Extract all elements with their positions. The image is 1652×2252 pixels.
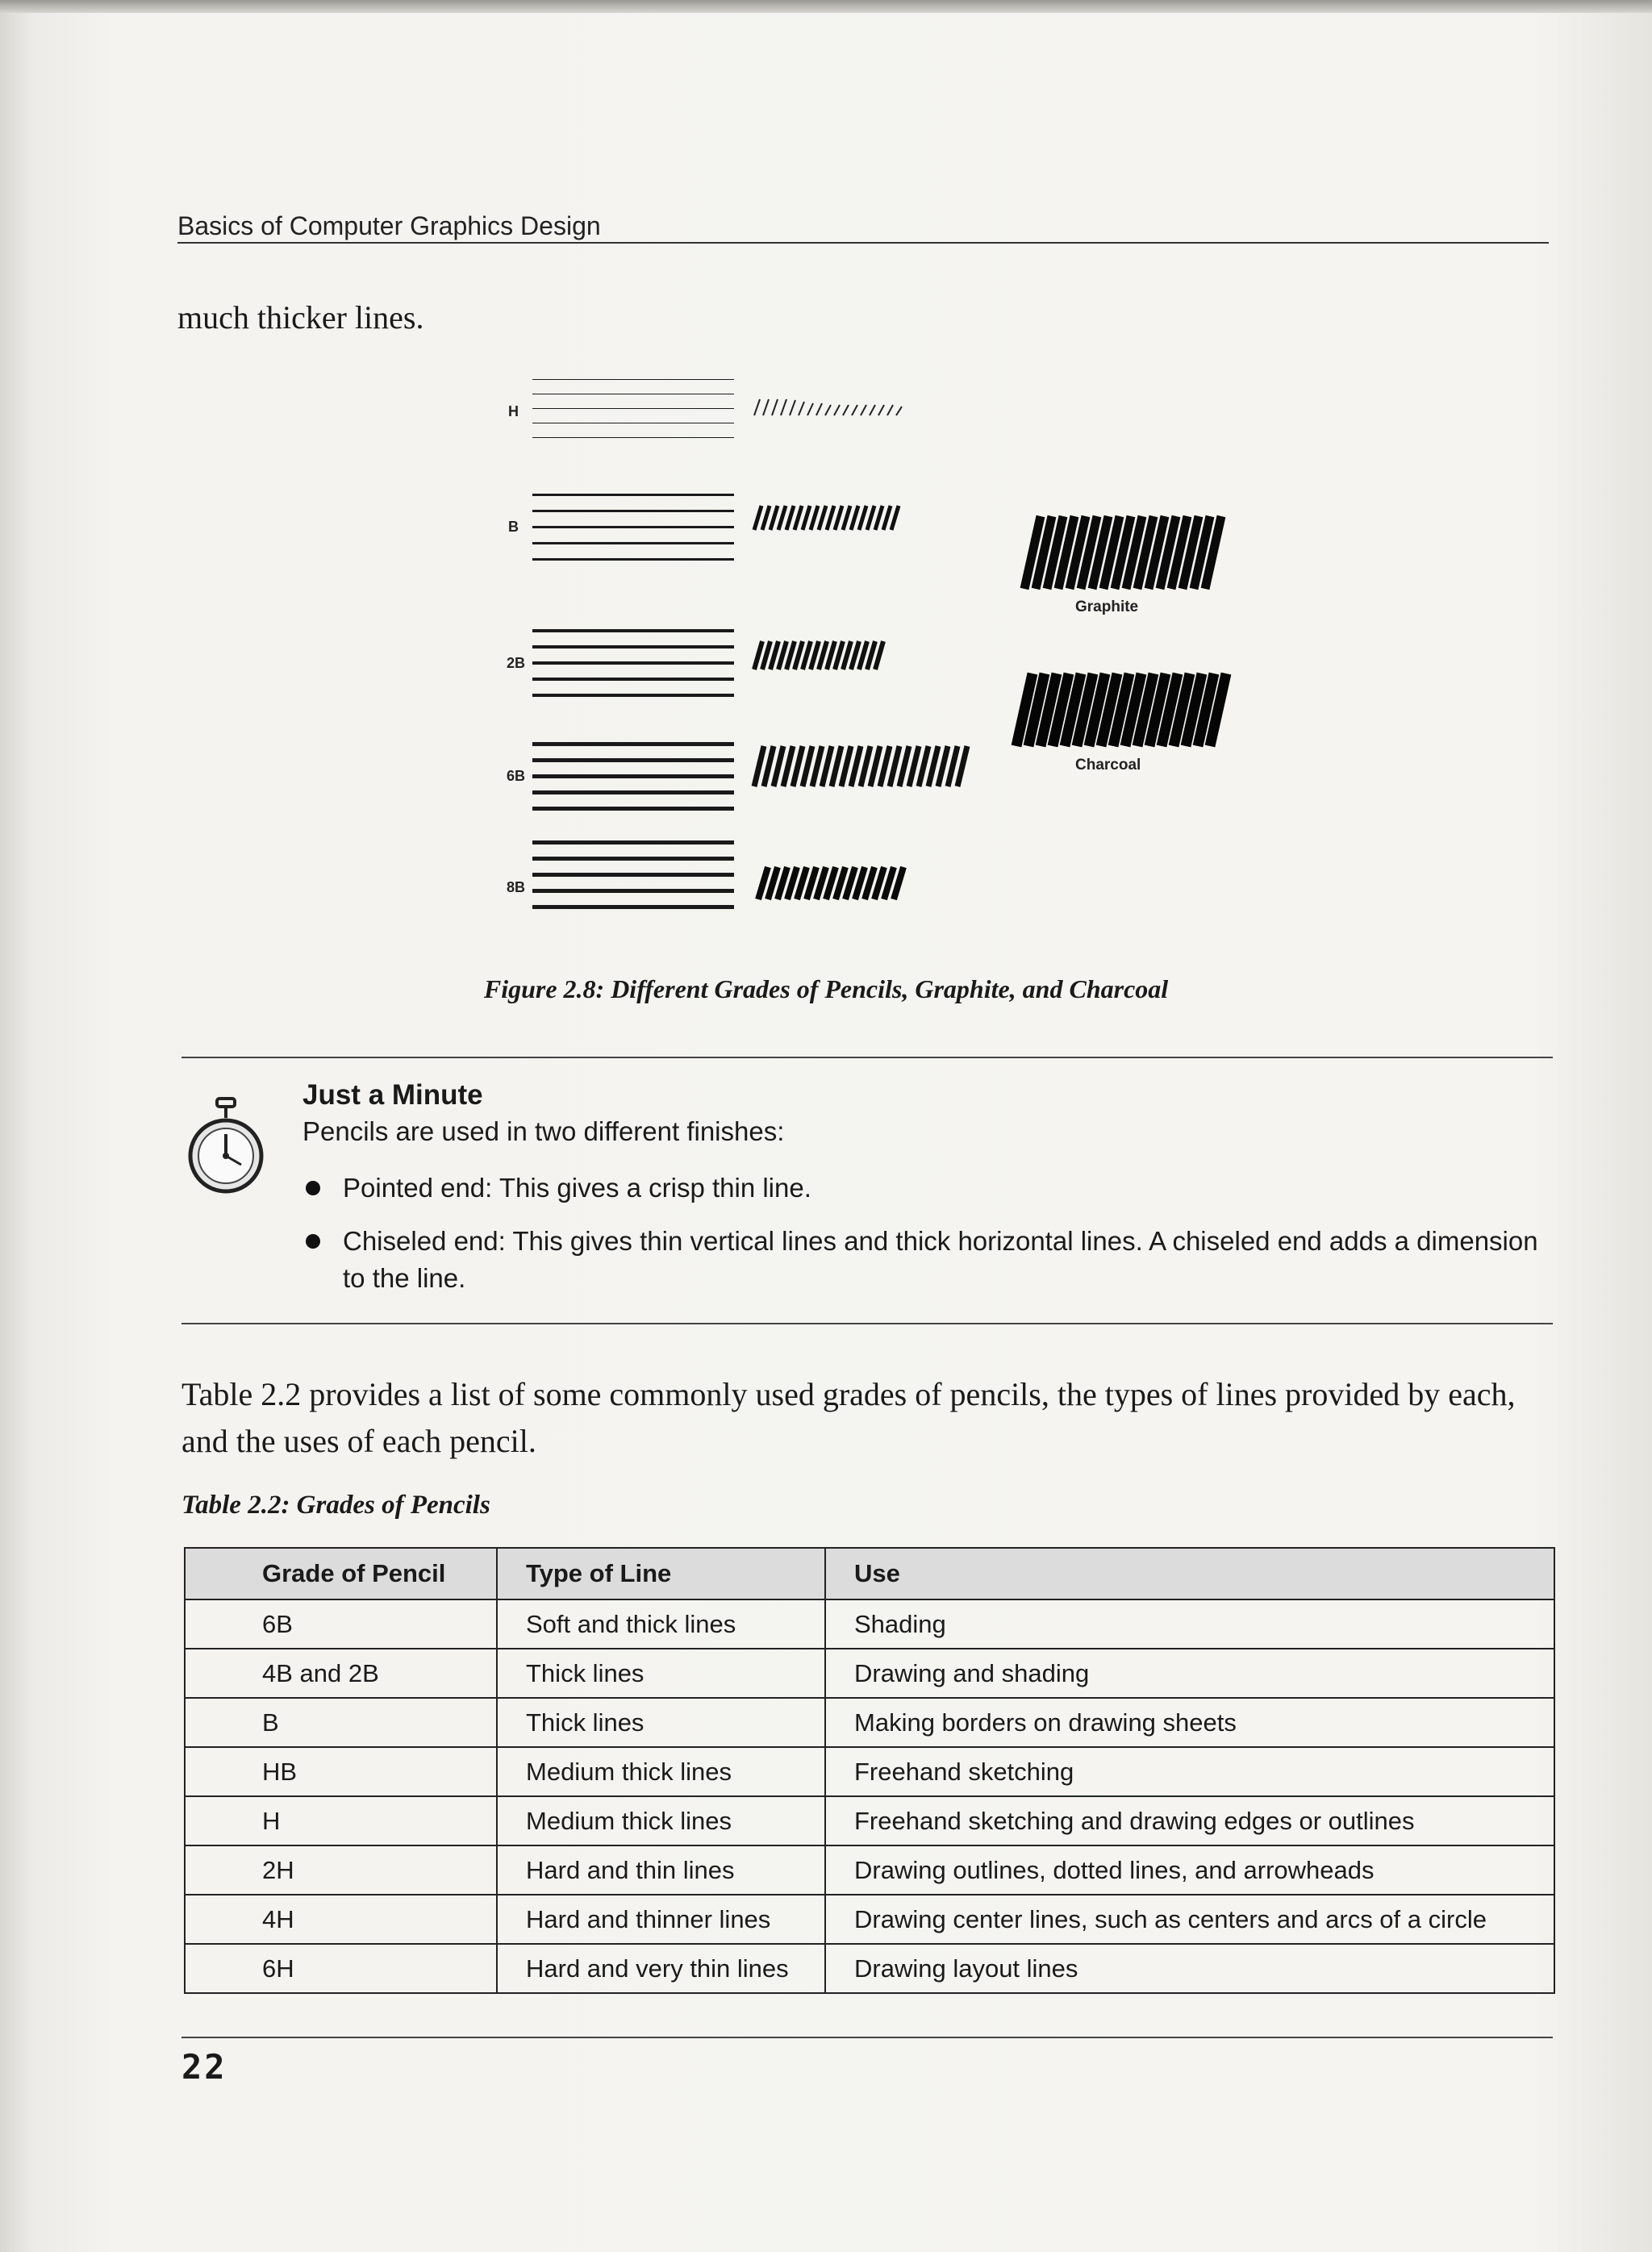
cell-grade: B	[185, 1698, 497, 1747]
just-a-minute-title: Just a Minute	[302, 1079, 483, 1111]
page-number: 22	[181, 2047, 227, 2087]
table-row	[185, 1747, 1554, 1796]
cell-type: Hard and very thin lines	[497, 1944, 825, 1993]
figure-pencil-grades	[484, 363, 1291, 928]
table-header-row	[185, 1548, 1554, 1599]
grade-label-b: B	[508, 519, 519, 535]
hatch-sample-6b	[750, 742, 984, 790]
column-header-type: Type of Line	[497, 1548, 825, 1599]
hatch-sample-h	[750, 395, 912, 419]
running-header: Basics of Computer Graphics Design	[177, 211, 601, 240]
hatch-sample-b	[750, 502, 912, 534]
table-row	[185, 1796, 1554, 1845]
grade-label-2b: 2B	[507, 655, 526, 671]
grade-label-h: H	[508, 403, 519, 419]
list-item: Pointed end: This gives a crisp thin line.	[302, 1170, 1553, 1207]
cell-use: Freehand sketching and drawing edges or outlines	[825, 1796, 1554, 1845]
grade-label-8b: 8B	[507, 879, 526, 895]
cell-use: Making borders on drawing sheets	[825, 1698, 1554, 1747]
cell-type: Medium thick lines	[497, 1747, 825, 1796]
column-header-grade: Grade of Pencil	[185, 1548, 497, 1599]
separator-rule-top	[181, 1057, 1553, 1058]
figure-caption: Figure 2.8: Different Grades of Pencils, Graphite, and Charcoal	[483, 974, 1169, 1003]
cell-use: Drawing layout lines	[825, 1944, 1554, 1993]
cell-type: Soft and thick lines	[497, 1599, 825, 1649]
lead-text: much thicker lines.	[177, 299, 424, 336]
body-paragraph: Table 2.2 provides a list of some commonly used grades of pencils, the types of lines provided by each, and the uses of each pencil.	[181, 1376, 1516, 1459]
finish-list	[302, 1170, 1553, 1313]
cell-use: Drawing and shading	[825, 1649, 1554, 1698]
column-header-use: Use	[825, 1548, 1554, 1599]
table-row	[185, 1599, 1554, 1649]
stopwatch-icon	[181, 1095, 270, 1200]
charcoal-label: Charcoal	[1075, 757, 1141, 774]
cell-grade: HB	[185, 1747, 497, 1796]
cell-type: Thick lines	[497, 1698, 825, 1747]
cell-use: Drawing center lines, such as centers and arcs of a circle	[825, 1895, 1554, 1944]
graphite-label: Graphite	[1075, 598, 1139, 615]
charcoal-sample	[1008, 665, 1234, 754]
cell-type: Thick lines	[497, 1649, 825, 1698]
hatch-sample-2b	[750, 637, 895, 674]
just-a-minute-intro: Pencils are used in two different finishes:	[302, 1116, 785, 1146]
hatch-sample-8b	[754, 863, 916, 903]
table-caption: Table 2.2: Grades of Pencils	[181, 1491, 490, 1520]
table-row	[185, 1895, 1554, 1944]
grades-table	[184, 1547, 1555, 1994]
grade-label-6b: 6B	[507, 768, 526, 784]
cell-grade: 6B	[185, 1599, 497, 1649]
cell-type: Hard and thin lines	[497, 1845, 825, 1895]
table-row	[185, 1944, 1554, 1993]
cell-type: Medium thick lines	[497, 1796, 825, 1845]
page-top-edge	[0, 0, 1652, 13]
table-row	[185, 1698, 1554, 1747]
just-a-minute-box	[181, 1079, 1553, 1321]
cell-use: Drawing outlines, dotted lines, and arrowheads	[825, 1845, 1554, 1895]
cell-grade: 4B and 2B	[185, 1649, 497, 1698]
cell-use: Freehand sketching	[825, 1747, 1554, 1796]
separator-rule-bottom	[181, 1323, 1553, 1324]
header-rule	[177, 242, 1549, 244]
cell-use: Shading	[825, 1599, 1554, 1649]
cell-type: Hard and thinner lines	[497, 1895, 825, 1944]
cell-grade: 4H	[185, 1895, 497, 1944]
cell-grade: 6H	[185, 1944, 497, 1993]
cell-grade: 2H	[185, 1845, 497, 1895]
footer-rule	[181, 2037, 1553, 2038]
graphite-sample	[1016, 508, 1234, 597]
cell-grade: H	[185, 1796, 497, 1845]
list-item: Chiseled end: This gives thin vertical lines and thick horizontal lines. A chiseled end adds a dimension to the line.	[302, 1223, 1553, 1297]
table-row	[185, 1845, 1554, 1895]
table-row	[185, 1649, 1554, 1698]
